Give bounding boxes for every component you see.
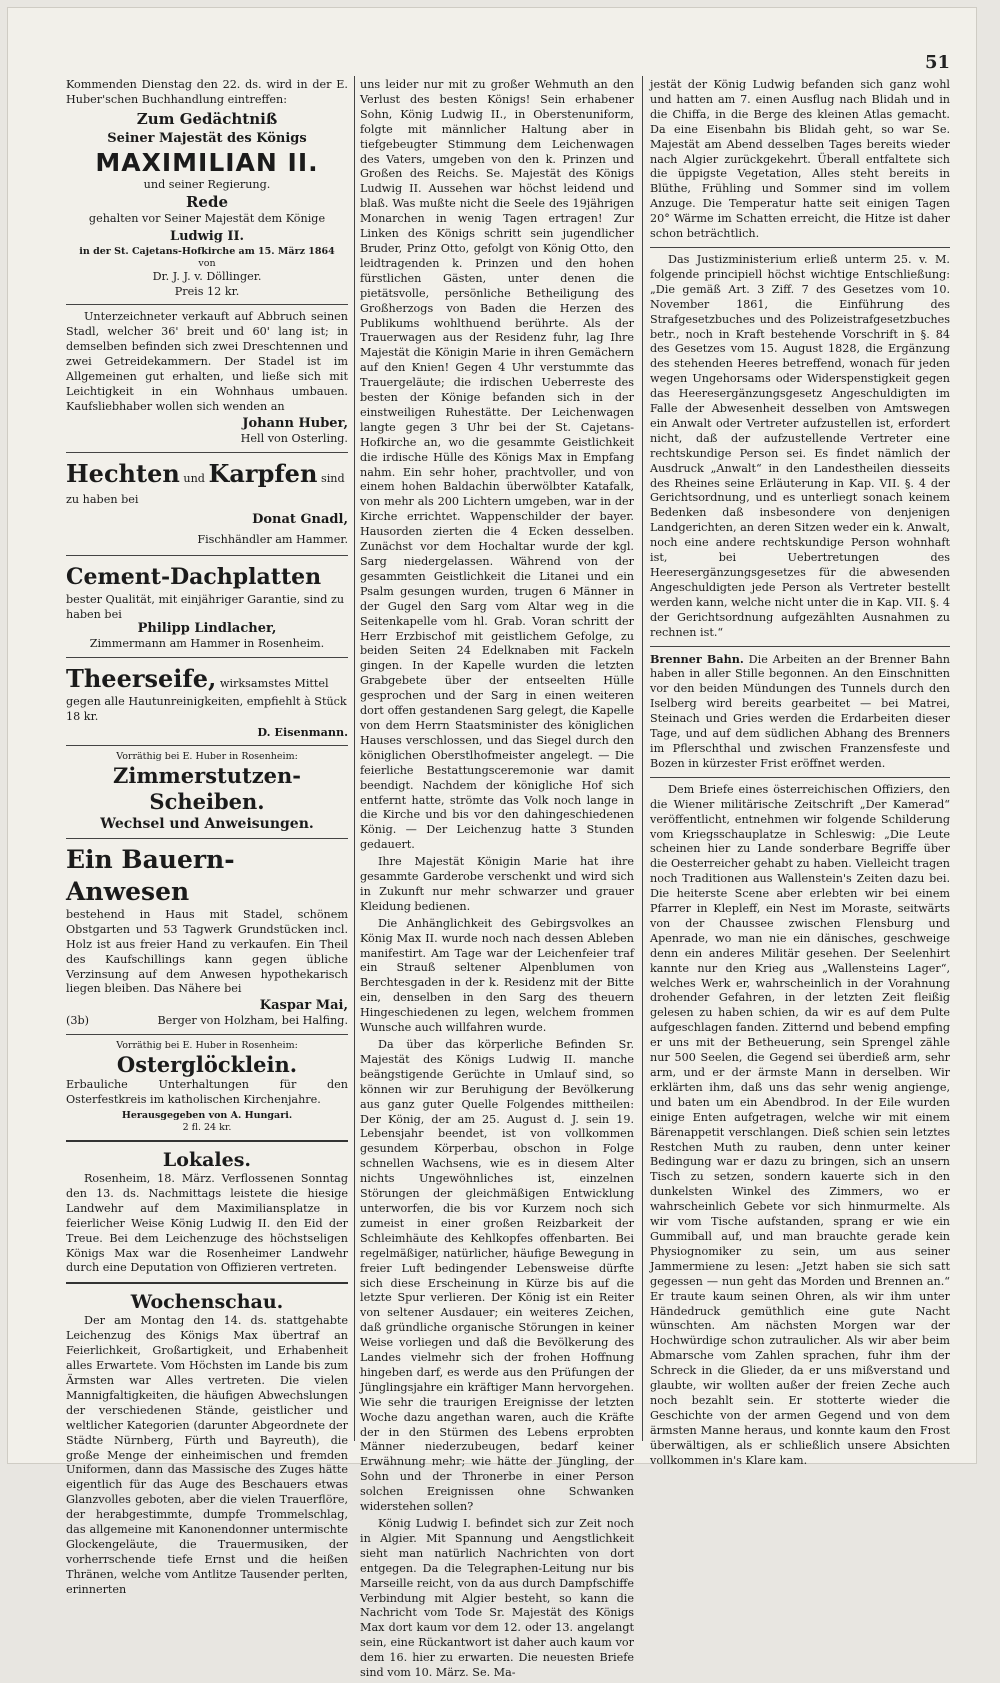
section-lokales [66,1148,348,1276]
article-text: König Ludwig I. befindet sich zur Zeit noch in Algier. Mit Spannung und Aengstlichkeit sieht man natürlich Nachrichten von dort entgegen. Da die Telegraphen-Leitung nur bis Marseille reicht, von da aus durch Dampfschiffe Verbindung mit Algier besteht, so kann die Nachricht vom Tode Sr. Majestät des Königs Max dort kaum vor dem 12. oder 13. angelangt sein, eine Rückantwort ist daher auch kaum vor dem 16. hier zu erwarten. Die neuesten Briefe sind vom 10. März. Se. Ma- [360,1517,634,1680]
column-3 [650,78,950,1470]
ad-word: und [183,471,205,485]
ad-text: Erbauliche Unterhaltungen für den Osterfestkreis im katholischen Kirchenjahre. [66,1078,348,1107]
ad-signature: D. Eisenmann. [257,725,348,740]
ad-text: bestehend in Haus mit Stadel, schönem Obstgarten und 53 Tagwerk Grundstücken incl. Holz ist aus freier Hand zu verkaufen. Ein Theil des Kaufschillings kann gegen übliche Verzinsung auf dem Anwesen hypothekarisch liegen bleiben. Das Nähere bei [66,907,348,996]
ad-cement [66,561,348,653]
article-text: Dem Briefe eines österreichischen Offiziers, den die Wiener militärische Zeitschrift „Der Kamerad“ veröffentlicht, entnehmen wir folgende Schilderung vom Kriegsschauplatze in Schleswig: „Die Leute scheinen hier zu Lande sonderbare Begriffe über die Oesterreicher gehabt zu haben. Vielleicht tragen noch Traditionen aus Wallenstein's Zeiten dazu bei. Die heiterste Scene aber erlebten wir bei einem Pfarrer in Klepleff, ein Nest im Moraste, seitwärts von der Chaussee zwischen Flensburg und Apenrade, wo man nie ein dänisches, geschweige denn ein anderes Militär gesehen. Der Seelenhirt kannte nur den Krieg aus „Wallensteins Lager“, welches Werk er, wahrscheinlich in der Vorahnung drohender Gefahren, in der letzten Zeit fleißig gelesen zu haben schien, da wir es auf dem Pulte aufgeschlagen fanden. Zitternd und bebend empfing er uns mit der Betheuerung, sein Sprengel zähle nur 500 Seelen, die Gegend sei überdieß arm, sehr arm, und er der ärmste Mann in derselben. Wir erklärten ihm, daß uns das sehr wenig angienge, und baten um ein Abendbrod. In der Eile wurden einige Enten aufgetragen, welche wir mit einem Bärenappetit verschlangen. Dieß schien sein letztes Restchen Muth zu rauben, denn unter keiner Bedingung war er dazu zu bringen, sich an unsern Tisch zu setzen, sondern kauerte sich in den dunkelsten Winkel des Zimmers, wo er wahrscheinlich Gebete vor sich hinmurmelte. Als wir vom Tische aufstanden, sprang er wie ein Gummiball auf, und man brauchte gerade kein Physiognomiker zu sein, um aus seiner Jammermiene zu lesen: „Jetzt haben sie sich satt gegessen — nun geht das Morden und Brennen an.“ Er traute kaum seinen Ohren, als wir ihm unter Händedruck gemüthlich eine gute Nacht wünschten. Am nächsten Morgen war der Hochwürdige schon zutraulicher. Als wir aber beim Abmarsche vom Zahlen sprachen, fuhr ihm der Schreck in die Glieder, da er uns mißverstand und glaubte, wir wollten außer der freien Zeche auch noch bezahlt sein. Er stotterte wieder die Geschichte von der armen Gegend und von dem ärmsten Manne heraus, und konnte kaum den Frost überwältigen, als er schließlich unsere Absichten vollkommen in's Klare kam. [650,782,950,1467]
ad-intro: Vorräthig bei E. Huber in Rosenheim: [116,1040,298,1052]
ad-hechten [66,458,348,550]
newspaper-page [8,8,976,1680]
section-wochenschau [66,1290,348,1597]
ad-line: Dr. J. J. v. Döllinger. [152,269,262,283]
ad-scheiben [66,751,348,833]
section-heading: Lokales. [162,1149,252,1171]
ad-line: in der St. Cajetans-Hofkirche am 15. März 1864 [79,245,335,257]
column-rule-2 [642,76,643,1441]
ad-theerseife [66,663,348,740]
ad-intro: Vorräthig bei E. Huber in Rosenheim: [116,750,298,762]
ad-line: Ludwig II. [169,228,245,244]
page-number: 51 [924,52,950,73]
article-heading: Brenner Bahn. [650,651,744,666]
section-heading: Wochenschau. [130,1291,284,1314]
ad-signature: Philipp Lindlacher, [137,621,277,637]
article-text: Rosenheim, 18. März. Verflossenen Sonntag den 13. ds. Nachmittags leistete die hiesige Landwehr auf dem Maximiliansplatze in feierlicher Weise König Ludwig II. den Eid der Treue. Bei dem Leichenzuge des höchstseligen Königs Max war die Rosenheimer Landwehr durch eine Deputation von Offizieren vertreten. [66,1172,348,1275]
ad-signature-place: Hell von Osterling. [240,431,348,445]
ad-signature-place: Fischhändler am Hammer. [197,532,348,546]
ad-word: Hechten [66,458,180,488]
ad-signature-place: Zimmermann am Hammer in Rosenheim. [89,637,325,651]
ad-line: von [198,257,216,269]
ad-book-announcement [66,78,348,299]
article-text: Da über das körperliche Befinden Sr. Majestät des Königs Ludwig II. manche beängstigende Gerüchte in Umlauf sind, so können wir zur Beruhigung der Bevölkerung aus ganz guter Quelle Folgendes mittheilen: Der König, der am 25. August d. J. sein 19. Lebensjahr beendet, ist von vollkommen gesundem Körperbau, obschon in Folge schnellen Wachsens, wie es in diesem Alter nichts Ungewöhnliches ist, einzelnen Störungen der gleichmäßigen Entwicklung unterworfen, die bis vor Kurzem noch sich zumeist in einer großen Reizbarkeit der Schleimhäute des Kehlkopfes offenbarten. Bei regelmäßiger, natürlicher, häufige Bewegung in freier Luft bedingender Lebensweise dürfte sich diese Erscheinung in Kürze bis auf die letzte Spur verlieren. Der König ist ein Reiter von seltener Ausdauer; ein weiteres Zeichen, daß gründliche organische Störungen in keiner Weise vorliegen und daß die Bevölkerung des Landes vielmehr sich der frohen Hoffnung hingeben darf, es werde aus den Prüfungen der Jünglingsjahre ein kräftiger Mann hervorgehen. Wie sehr die traurigen Ereignisse der letzten Woche dazu angethan waren, auch die Kräfte der in den Stürmen des Lebens erprobten Männer niederzubeugen, bedarf keiner Erwähnung mehr; wie hätte der Jüngling, der Sohn und der Thronerbe in einer Person solchen Ereignissen ohne Schwanken widerstehen sollen? [360,1038,634,1514]
ad-bauern-anwesen [66,844,348,1029]
ad-signature: Johann Huber, [242,415,348,431]
ad-heading: Cement-Dachplatten [66,563,322,590]
ad-line: Herausgegeben von A. Hungari. [121,1110,293,1121]
ad-text: bester Qualität, mit einjähriger Garantie, sind zu haben bei [66,592,345,621]
ad-line: gehalten vor Seiner Majestät dem Könige [88,211,326,225]
ad-heading: Osterglöcklein. [116,1052,298,1078]
ad-stadl [66,310,348,446]
ad-word: Karpfen [208,458,318,488]
article-text: Das Justizministerium erließ unterm 25. v. M. folgende principiell höchst wichtige Entschließung: „Die gemäß Art. 3 Ziff. 7 des Gesetzes vom 10. November 1861, die Einführung des Strafgesetzbuches und des Polizeistrafgesetzbuches betr., noch in Kraft bestehende Vorschrift in §. 84 des Gesetzes vom 15. August 1828, die Ergänzung des stehenden Heeres betreffend, wonach für jeden wegen Ungehorsams oder Widerspenstigkeit gegen das Heeresergänzungsgesetz Angeschuldigten im Falle der Abwesenheit desselben von Amtswegen ein Anwalt oder Vertreter aufzustellen ist, erfordert nicht, daß der aufzustellende Vertreter eine rechtskundige Person sei. Es findet nämlich der Ausdruck „Anwalt“ in den Landestheilen diesseits des Rheines seine Erläuterung in Kap. VII. §. 4 der Gerichtsordnung, und es unterliegt sonach keinem Bedenken daß insbesondere von denjenigen Landgerichten, an deren Sitzen weder ein k. Anwalt, noch eine andere rechtskundige Person wohnhaft ist, bei Uebertretungen des Heeresergänzungsgesetzes für die abwesenden Angeschuldigten jede Person als Vertreter bestellt werden kann, welche nicht unter die in Kap. VII. §. 4 der Gerichtsordnung aufgezählten Ausnahmen zu rechnen ist.“ [650,252,950,639]
ad-signature: Donat Gnadl, [252,511,348,527]
ad-heading: Theerseife, [66,664,217,694]
ad-heading: Seiner Majestät des Königs [107,130,307,146]
ad-signature-place: Berger von Holzham, bei Halfing. [157,1014,348,1028]
ad-heading: Wechsel und Anweisungen. [100,815,314,832]
ad-intro: Kommenden Dienstag den 22. ds. wird in der E. Huber'schen Buchhandlung eintreffen: [66,78,348,106]
ad-osterglocklein [66,1040,348,1134]
ad-heading: Rede [185,192,229,211]
ad-heading: Zum Gedächtniß [136,109,278,128]
ad-text: wirksamstes Mittel gegen alle Hautunreinigkeiten, empfiehlt à Stück 18 kr. [66,677,347,724]
ad-number: (3b) [66,1014,90,1028]
article-text: uns leider nur mit zu großer Wehmuth an den Verlust des besten Königs! Sein erhabener Sohn, König Ludwig II., in Oberstenuniform, folgte mit männlicher Haltung aber in tiefgebeugter Stimmung dem Leichenwagen des Vaters, umgeben von den k. Prinzen und Großen des Reichs. Se. Majestät des Königs Ludwig II. Aussehen war höchst leidend und blaß. Was mußte nicht die Seele des 19jährigen Monarchen in wenig Tagen ertragen! Zur Linken des Königs schritt sein jugendlicher Bruder, Prinz Otto, gefolgt von König Otto, den leidtragenden k. Prinzen und den hohen fürstlichen Gästen, unter denen die pietätsvolle, persönliche Betheiligung des Großherzogs von Baden die Herzen des Publikums wohlthuend berührte. Als der Trauerwagen aus der Residenz fuhr, lag Ihre Majestät die Königin Marie in ihren Gemächern auf den Knien! Gegen 4 Uhr verstummte das Trauergeläute; die irdischen Ueberreste des besten der Könige befanden sich in der einstweiligen Ruhestätte. Der Leichenwagen langte gegen 3 Uhr bei der St. Cajetans-Hofkirche an, wo die gesammte Geistlichkeit die irdische Hülle des Königs Max in Empfang nahm. Ein sehr hoher, prachtvoller, und von einem hohen Baldachin überwölbter Katafalk, von mehr als 200 Lichtern umgeben, war in der Kirche errichtet. Wappenschilder der bayer. Hausorden zierten die 4 Ecken desselben. Zunächst vor dem Hochaltar wurde der kgl. Sarg niedergelassen. Während von der gesammten Geistlichkeit die Litanei und ein Psalm gesungen wurden, trugen 6 Männer in der Gugel den Sarg vom Altar weg in die Seitenkapelle vom hl. Grab. Voran schritt der Herr Erzbischof mit geistlichem Gefolge, zu beiden Seiten 24 Edelknaben mit Fackeln gingen. In der Kapelle wurden die letzten Grabgebete über der entseelten Hülle gesprochen und der Sarg in einen weiteren dort offen gestandenen Sarg gelegt, die Kapelle von dem Herrn Staatsminister des königlichen Hauses verschlossen, und das Siegel durch den königlichen Oberstlhofmeister angelegt. — Die feierliche Bestattungsceremonie war damit beendigt. Nachdem der königliche Hof sich entfernt hatte, strömte das Volk noch lange in die Kirche und bis vor den dahingeschiedenen König. — Der Leichenzug hatte 3 Stunden gedauert. [360,78,634,852]
ad-text: Unterzeichneter verkauft auf Abbruch seinen Stadl, welcher 36' breit und 60' lang ist; in demselben befinden sich zwei Dreschtennen und zwei Getreidekammern. Der Stadel ist im Allgemeinen gut erhalten, und ließe sich mit Leichtigkeit in ein Wohnhaus umbauen. Kaufsliebhaber wollen sich wenden an [66,310,348,413]
article-text: Die Arbeiten an der Brenner Bahn haben in aller Stille begonnen. An den Einschnitten vor den beiden Mündungen des Tunnels durch den Iselberg wird bereits gearbeitet — bei Matrei, Steinach und Gries werden die Erdarbeiten dieser Tage, und auf dem südlichen Abhang des Brenners im Pflerschthal und zwischen Franzensfeste und Bozen in kürzester Frist eröffnet werden. [650,652,950,770]
column-2 [360,78,634,1683]
article-text: Der am Montag den 14. ds. stattgehabte Leichenzug des Königs Max übertraf an Feierlichkeit, Großartigkeit, und Erhabenheit alles Erwartete. Vom Höchsten im Lande bis zum Ärmsten war Alles vertreten. Die vielen Mannigfaltigkeiten, die häufigen Abwechslungen der verschiedenen Stände, geistlicher und weltlicher Kategorien (darunter Abgeordnete der Städte Nürnberg, Fürth und Bayreuth), die große Menge der einheimischen und fremden Uniformen, dann das Massische des Zuges hätte eigentlich für das Auge des Beschauers etwas Glanzvolles geboten, aber die vielen Trauerflöre, der herabgestimmte, dumpfe Trommelschlag, das allgemeine mit Kanonendonner untermischte Glockengeläute, die Trauermusiken, der vorherrschende tiefe Ernst und die heißen Thränen, welche vom Antlitze Tausender perlten, erinnerten [66,1314,348,1596]
ad-heading: Ein Bauern-Anwesen [66,844,235,906]
ad-subtitle: und seiner Regierung. [143,177,271,191]
ad-heading: Zimmerstutzen-Scheiben. [113,762,301,814]
column-1 [66,78,348,1600]
ad-signature: Kaspar Mai, [259,998,348,1014]
article-text: jestät der König Ludwig befanden sich ganz wohl und hatten am 7. einen Ausflug nach Blidah und in die Chiffa, in die Berge des kleinen Atlas gemacht. Da eine Eisenbahn bis Blidah geht, so war Se. Majestät am Abend desselben Tages bereits wieder nach Algier zurückgekehrt. Überall entfaltete sich die üppigste Vegetation, Alles steht bereits in Blüthe, Frühling und Sommer sind im vollem Anzuge. Die Temperatur hatte seit einigen Tagen 20° Wärme im Schatten erreicht, die Hitze ist daher schon beträchtlich. [650,78,950,241]
ad-text: sind zu haben bei [66,471,345,506]
ad-title: MAXIMILIAN II. [95,147,319,177]
column-rule-1 [354,76,355,1441]
article-text: Ihre Majestät Königin Marie hat ihre gesammte Garderobe verschenkt und wird sich in Zukunft nur mehr schwarzer und grauer Kleidung bedienen. [360,855,634,913]
ad-price: Preis 12 kr. [174,284,240,298]
ad-price: 2 fl. 24 kr. [182,1122,232,1133]
article-text: Die Anhänglichkeit des Gebirgsvolkes an König Max II. wurde noch nach dessen Ableben manifestirt. Am Tage war der Leichenfeier traf ein Strauß seltener Alpenblumen von Berchtesgaden in der k. Residenz mit der Bitte ein, denselben in den Sarg des theuern Hingeschiedenen zu legen, welchem frommen Wunsche auch willfahren wurde. [360,916,634,1035]
